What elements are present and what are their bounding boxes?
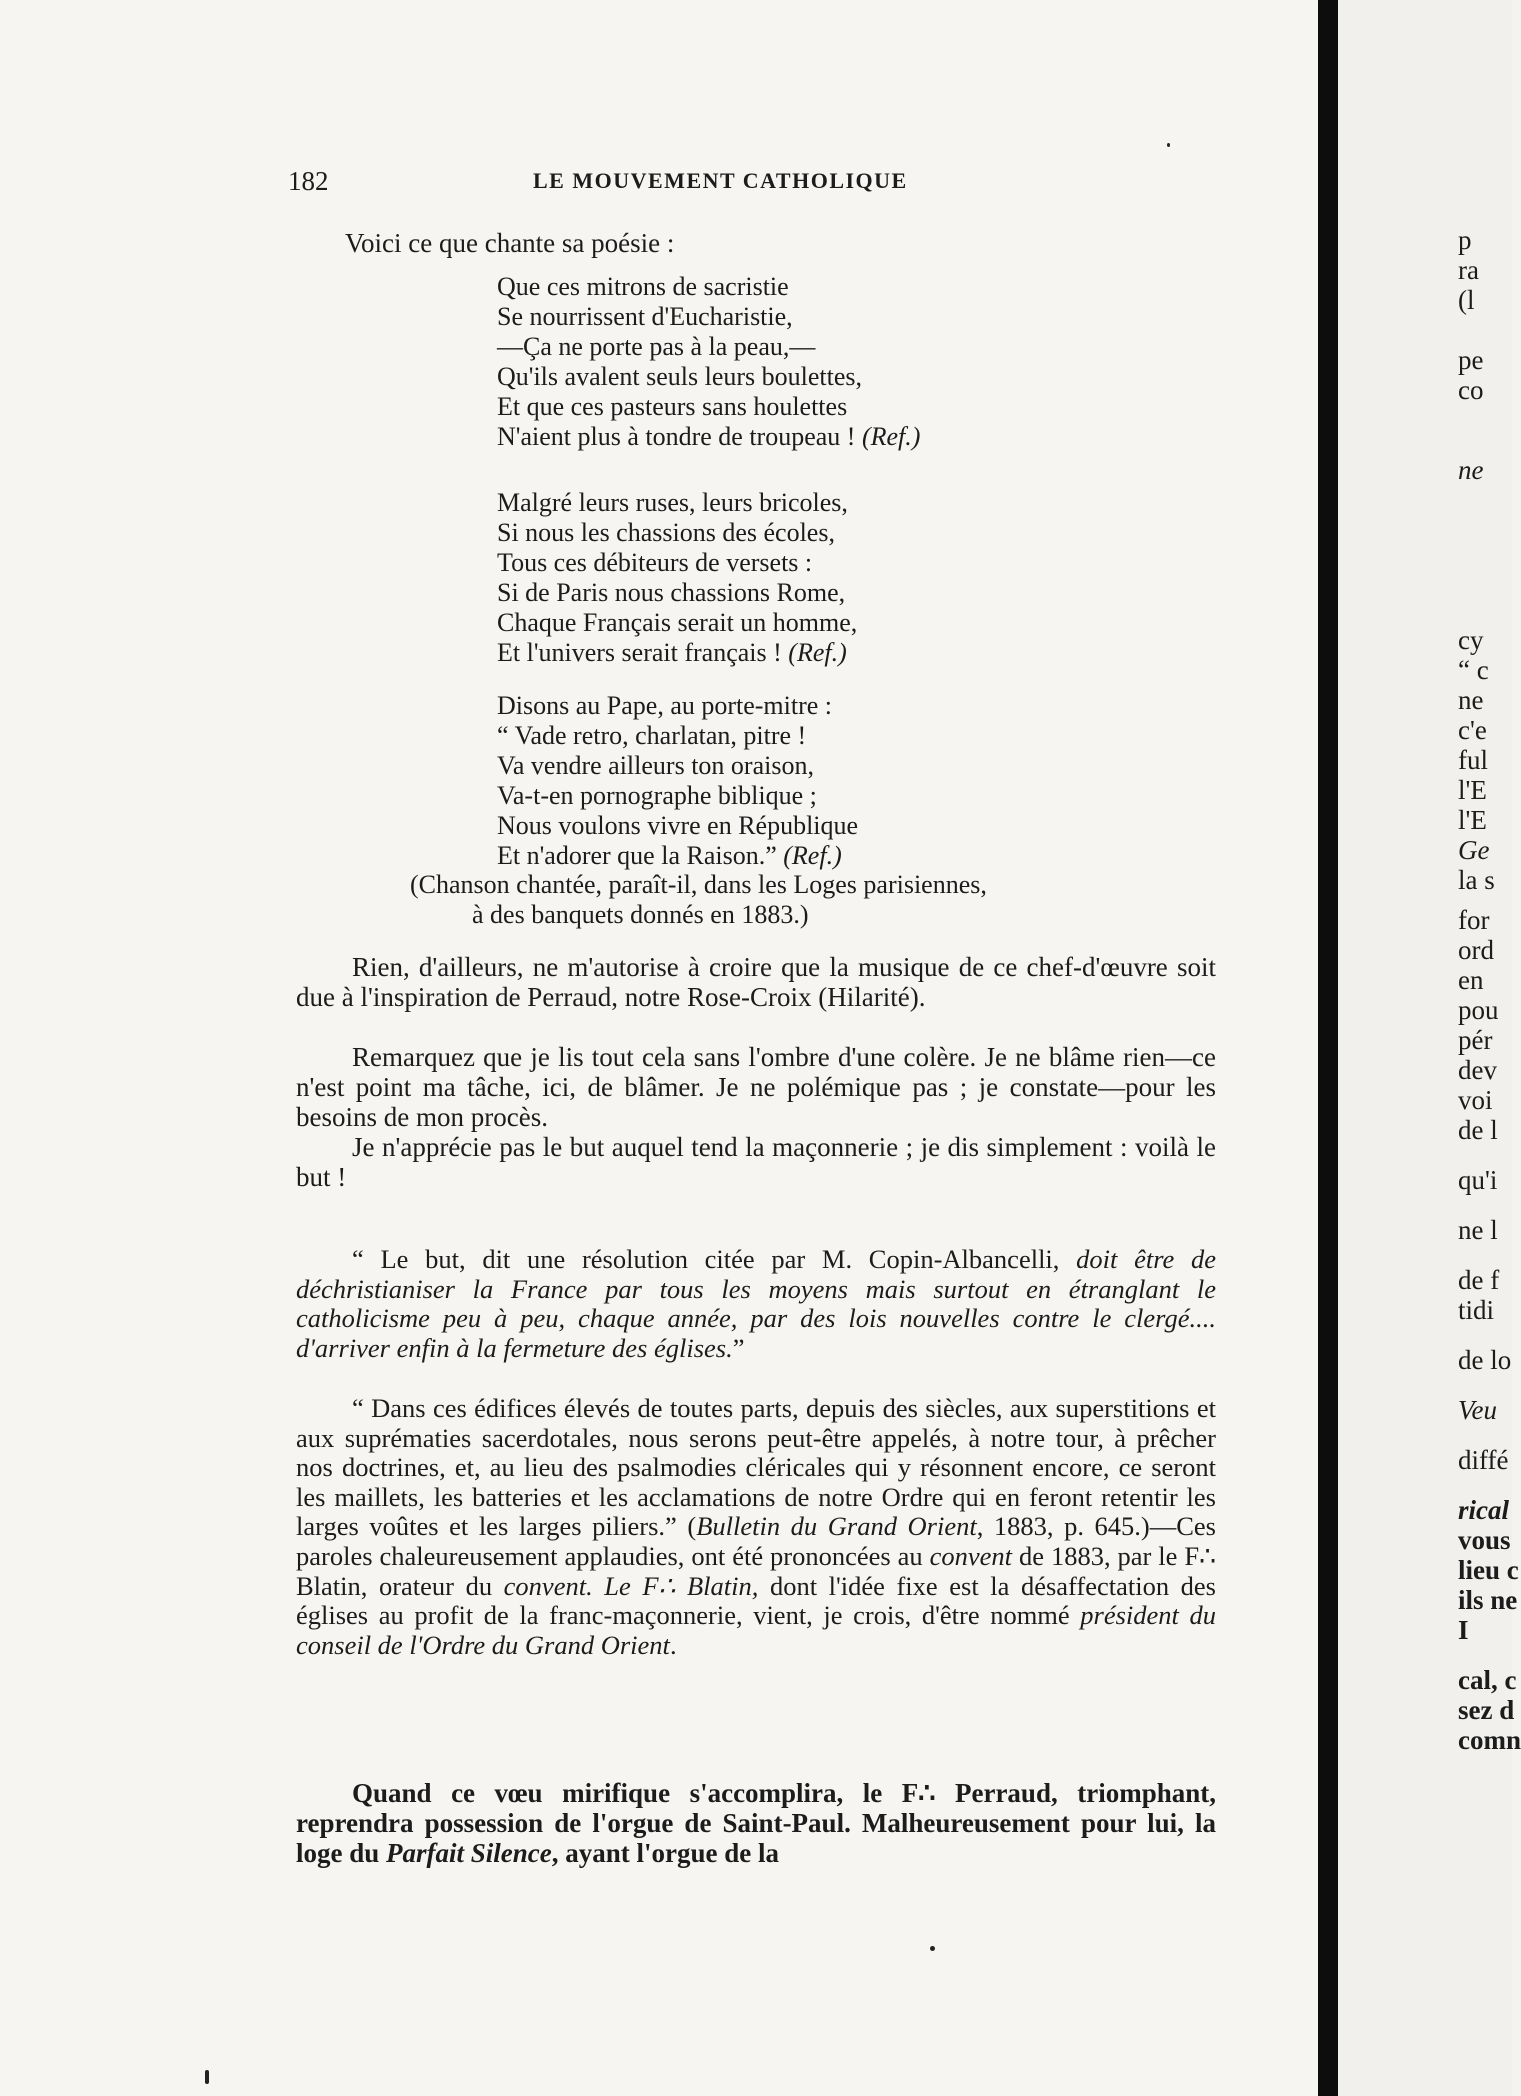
scan-speck [205, 2070, 209, 2084]
poem-stanza-1 [497, 272, 920, 452]
right-page-fragment: tidi [1458, 1295, 1495, 1325]
scan-speck [1167, 143, 1170, 147]
paragraph: Rien, d'ailleurs, ne m'autorise à croire que la musique de ce chef-d'œuvre soit due à l'inspiration de Perraud, notre Rose-Croix (Hilarité). [296, 952, 1216, 1012]
right-page-fragment: cy [1458, 625, 1484, 655]
refrain-mark: (Ref.) [788, 638, 847, 667]
right-page-fragment: comn [1458, 1725, 1521, 1755]
right-page-fragment: ra [1458, 255, 1479, 285]
note-line: (Chanson chantée, paraît-il, dans les Loges parisiennes, [410, 870, 987, 899]
right-page-fragment: I [1458, 1615, 1469, 1645]
right-page-fragment: for [1458, 905, 1490, 935]
right-page-fragment: lieu c [1458, 1555, 1519, 1585]
verse-line: Chaque Français serait un homme, [497, 608, 858, 637]
quote-close: ” [732, 1332, 745, 1363]
paragraph: Je n'apprécie pas le but auquel tend la maçonnerie ; je dis simplement : voilà le but ! [296, 1132, 1216, 1192]
right-page-fragment: voi [1458, 1085, 1493, 1115]
running-title: LE MOUVEMENT CATHOLIQUE [533, 168, 908, 193]
quotation-bulletin: “ Dans ces édifices élevés de toutes parts, depuis des siècles, aux superstitions et aux suprématies sacerdotales, nous serons peut-être appelés, à notre tour, à prêcher nos doctrines, et, au lieu des psalmodies cléricales qui y résonnent encore, ce seront les maillets, les batteries et les acclamations de notre Ordre qui en feront retentir les larges voûtes et les larges piliers.” (Bulletin du Grand Orient, 1883, p. 645.)—Ces paroles chaleureusement applaudies, ont été prononcées au convent de 1883, par le F∴ Blatin, orateur du convent. Le F∴ Blatin, dont l'idée fixe est la désaffectation des églises au profit de la franc-maçonnerie, vient, je crois, d'être nommé président du conseil de l'Ordre du Grand Orient. [296, 1393, 1217, 1660]
right-page-fragment: l'E [1458, 805, 1487, 835]
verse-line: Se nourrissent d'Eucharistie, [497, 302, 793, 331]
right-page-fragment: l'E [1458, 775, 1487, 805]
verse-line: Va-t-en pornographe biblique ; [497, 781, 817, 810]
citation-title: Bulletin du Grand Orient [696, 1511, 977, 1542]
paragraph-final: Quand ce vœu mirifique s'accomplira, le F∴ Perraud, triomphant, reprendra possession de l'orgue de Saint-Paul. Malheureusement pour lui, la loge du Parfait Silence, ayant l'orgue de la [296, 1778, 1216, 1868]
right-page-fragment: (l [1458, 285, 1475, 315]
verse-line: “ Vade retro, charlatan, pitre ! [497, 721, 807, 750]
verse-line: Nous voulons vivre en République [497, 811, 859, 840]
right-page-fragment: de l [1458, 1115, 1498, 1145]
verse-line: Disons au Pape, au porte-mitre : [497, 691, 833, 720]
verse-text: Et n'adorer que la Raison.” [497, 841, 777, 870]
quote-lead: “ Le but, dit une résolution citée par M. Copin-Albancelli, [352, 1244, 1060, 1274]
right-page-fragment: ord [1458, 935, 1494, 965]
verse-line: Et que ces pasteurs sans houlettes [497, 392, 848, 421]
right-page-fragment: ne [1458, 455, 1484, 485]
verse-line: Si nous les chassions des écoles, [497, 518, 835, 547]
quote-italic: doit être de déchristianiser la France par tous les moyens mais surtout en étranglant le catholicisme peu à peu, chaque année, par des lois nouvelles contre le clergé.... d'arriver enfin à la fermeture des églises. [296, 1244, 1217, 1363]
running-head [288, 166, 1228, 206]
verse-line: —Ça ne porte pas à la peau,— [497, 332, 816, 361]
right-page-fragment: la s [1458, 865, 1495, 895]
verse-line [497, 638, 857, 668]
verse-line: Tous ces débiteurs de versets : [497, 548, 813, 577]
scan-speck [930, 1946, 935, 1951]
right-page-fragment: ils ne [1458, 1585, 1518, 1615]
right-page-fragment: co [1458, 375, 1484, 405]
right-page-fragment: pou [1458, 995, 1499, 1025]
verse-text: N'aient plus à tondre de troupeau ! [497, 422, 856, 451]
right-page-fragment: vous [1458, 1525, 1511, 1555]
verse-line [497, 422, 920, 452]
poem-stanza-3 [497, 691, 858, 871]
verse-text: Et l'univers serait français ! [497, 638, 782, 667]
right-page-fragment: “ c [1458, 655, 1489, 685]
right-page-fragment: de f [1458, 1265, 1500, 1295]
page-number: 182 [288, 166, 329, 196]
refrain-mark: (Ref.) [783, 841, 842, 870]
right-page-fragment: sez d [1458, 1695, 1515, 1725]
right-page-fragment: ne l [1458, 1215, 1498, 1245]
book-gutter [1318, 0, 1338, 2096]
right-page-fragment: cal, c [1458, 1665, 1517, 1695]
right-page-fragment: Ge [1458, 835, 1490, 865]
right-page-fragment: ful [1458, 745, 1488, 775]
right-page-fragment: en [1458, 965, 1484, 995]
paragraph: Remarquez que je lis tout cela sans l'ombre d'une colère. Je ne blâme rien—ce n'est point ma tâche, ici, de blâmer. Je ne polémique pas ; je constate—pour les besoins de mon procès. [296, 1042, 1216, 1132]
right-page-fragment: ne [1458, 685, 1484, 715]
note-line: à des banquets donnés en 1883.) [472, 900, 809, 929]
intro-line: Voici ce que chante sa poésie : [345, 228, 675, 258]
verse-line [497, 841, 858, 871]
right-page-fragment: diffé [1458, 1445, 1509, 1475]
right-page-fragment: Veu [1458, 1395, 1497, 1425]
right-page-fragment: pe [1458, 345, 1484, 375]
right-page-fragment: dev [1458, 1055, 1497, 1085]
verse-line: Si de Paris nous chassions Rome, [497, 578, 846, 607]
verse-line: Que ces mitrons de sacristie [497, 272, 789, 301]
quotation-resolution [296, 1245, 1216, 1363]
right-page-fragment: rical [1458, 1495, 1509, 1525]
verse-line: Va vendre ailleurs ton oraison, [497, 751, 814, 780]
poem-stanza-2 [497, 488, 857, 668]
right-page-fragment: pér [1458, 1025, 1493, 1055]
right-page-fragment: qu'i [1458, 1165, 1498, 1195]
right-page-fragment: c'e [1458, 715, 1487, 745]
right-page-fragment: p [1458, 225, 1472, 255]
verse-line: Qu'ils avalent seuls leurs boulettes, [497, 362, 863, 391]
right-page-fragment: de lo [1458, 1345, 1512, 1375]
song-note [410, 870, 987, 930]
refrain-mark: (Ref.) [861, 422, 921, 451]
verse-line: Malgré leurs ruses, leurs bricoles, [497, 488, 848, 517]
